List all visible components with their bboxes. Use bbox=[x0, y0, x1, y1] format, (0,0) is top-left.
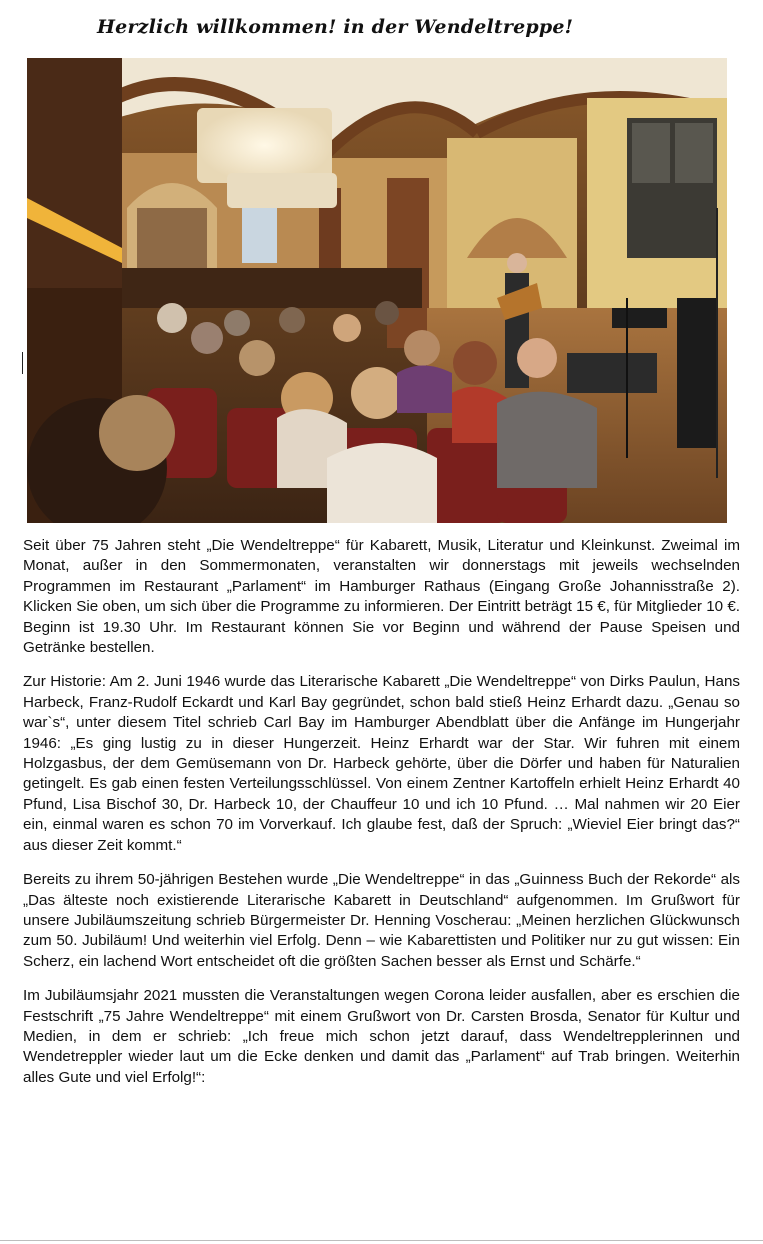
page-title: Herzlich willkommen! in der Wendeltreppe! bbox=[97, 16, 574, 38]
bottom-divider bbox=[0, 1240, 763, 1241]
paragraph-jubilee: Im Jubiläumsjahr 2021 mussten die Veranstaltungen wegen Corona leider ausfallen, aber es erschien die Festschrift „75 Jahre Wendeltreppe“ mit einem Grußwort von Dr. Carsten Brosda, Senator für Kultur und Medien, in dem er schrieb: „Ich freue mich schon jetzt darauf, dass Wendeltrepplerinnen und Wendetreppler wieder laut um die Ecke denken und damit das „Parlament“ auf Trab bringen. Weiterhin alles Gute und viel Erfolg!“: bbox=[23, 987, 740, 1086]
article-body bbox=[23, 536, 740, 1102]
paragraph-history: Zur Historie: Am 2. Juni 1946 wurde das Literarische Kabarett „Die Wendeltreppe“ von Dirks Paulun, Hans Harbeck, Franz-Rudolf Eckardt und Karl Bay gegründet, schon bald stieß Heinz Erhardt dazu. „Genau so war`s“, unter diesem Titel schrieb Carl Bay im Hamburger Abendblatt über die Anfänge im Hungerjahr 1946: „Es ging lustig zu in dieser Hungerzeit. Heinz Erhardt war der Star. Wir fuhren mit einem Holzgasbus, der dem Gemüsemann von Dr. Harbeck gehörte, über die Dörfer und haben für Naturalien getingelt. Es gab einen festen Verteilungsschlüssel. Von einem Zentner Kartoffeln erhielt Heinz Erhardt 40 Pfund, Lisa Bischof 30, Dr. Harbeck 10, der Chauffeur 10 und ich 10 Pfund. … Mal nahmen wir 20 Eier ein, einmal waren es schon 70 im Vorverkauf. Ich glaube fest, daß der Spruch: „Wieviel Eier bringt das?“ aus dieser Zeit kommt.“ bbox=[23, 673, 740, 854]
text-cursor bbox=[22, 352, 23, 374]
paragraph-guinness: Bereits zu ihrem 50-jährigen Bestehen wurde „Die Wendeltreppe“ in das „Guinness Buch der Rekorde“ als „Das älteste noch existierende Literarische Kabarett in Deutschland“ aufgenommen. Im Grußwort für unsere Jubiläumszeitung schrieb Bürgermeister Dr. Henning Voscherau: „Meinen herzlichen Glückwunsch zum 50. Jubiläum! Und weiterhin viel Erfolg. Denn – wie Kabarettisten und Politiker nur zu gut wissen: Ein Scherz, ein lachend Wort entscheidet oft die größten Sachen besser als Ernst und Schärfe.“ bbox=[23, 871, 740, 970]
concert-hall-photo bbox=[27, 58, 727, 523]
paragraph-intro: Seit über 75 Jahren steht „Die Wendeltreppe“ für Kabarett, Musik, Literatur und Kleinkunst. Zweimal im Monat, außer in den Sommermonaten, veranstalten wir donnerstags mit jeweils wechselnden Programmen im Restaurant „Parlament“ im Hamburger Rathaus (Eingang Große Johannisstraße 2). Klicken Sie oben, um sich über die Programme zu informieren. Der Eintritt beträgt 15 €, für Mitglieder 10 €. Beginn ist 19.30 Uhr. Im Restaurant können Sie vor Beginn und während der Pause Speisen und Getränke bestellen. bbox=[23, 537, 740, 657]
